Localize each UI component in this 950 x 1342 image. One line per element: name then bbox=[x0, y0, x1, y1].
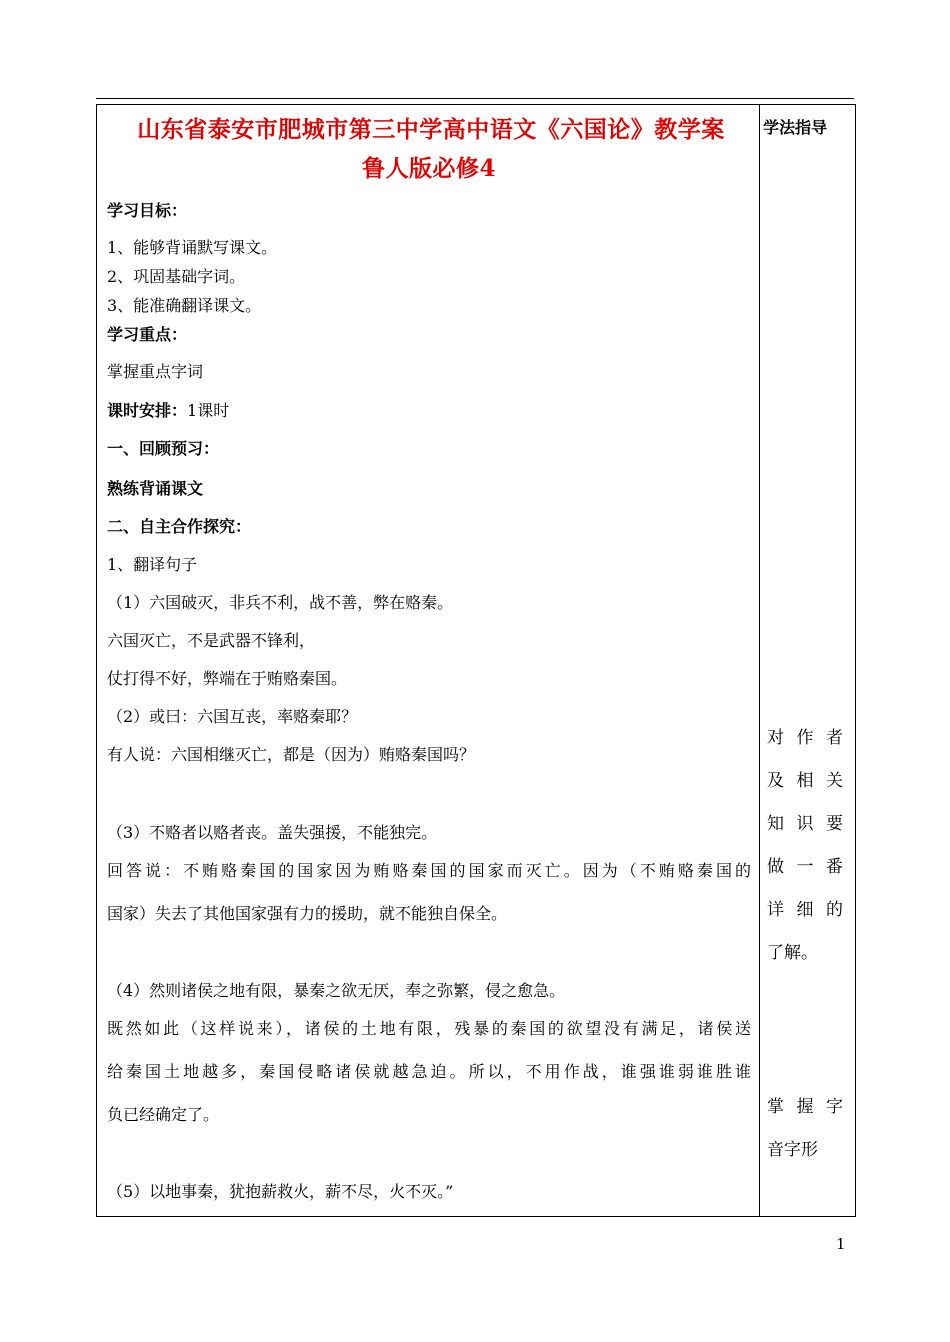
schedule-label: 课时安排： bbox=[107, 401, 188, 420]
side-note-line: 做一番 bbox=[767, 857, 843, 877]
sentence-original: （2）或曰：六国互丧，率赂秦耶？ bbox=[107, 707, 358, 726]
side-header: 学法指导 bbox=[763, 118, 828, 137]
sentence-original: （5）以地事秦，犹抱薪救火，薪不尽，火不灭。” bbox=[107, 1182, 454, 1201]
document-subtitle: 鲁人版必修4 bbox=[361, 155, 496, 182]
task-heading: 1、翻译句子 bbox=[107, 555, 198, 574]
side-note-line: 详细的 bbox=[767, 900, 843, 920]
sentence-translation: 回答说：不贿赂秦国的国家因为贿赂秦国的国家而灭亡。因为（不贿赂秦国的 bbox=[107, 861, 751, 880]
side-note-author bbox=[767, 717, 843, 975]
sentence-original: （4）然则诸侯之地有限，暴秦之欲无厌，奉之弥繁，侵之愈急。 bbox=[107, 981, 566, 1000]
side-note-pronunciation bbox=[767, 1086, 843, 1172]
schedule-value: 1课时 bbox=[187, 401, 230, 420]
section1-heading: 一、回顾预习： bbox=[107, 439, 220, 458]
goal-item: 3、能准确翻译课文。 bbox=[107, 296, 262, 315]
sentence-translation: 负已经确定了。 bbox=[107, 1105, 220, 1124]
key-points-heading: 学习重点： bbox=[107, 325, 188, 344]
sentence-translation: 既然如此（这样说来），诸侯的土地有限，残暴的秦国的欲望没有满足，诸侯送 bbox=[107, 1019, 751, 1038]
sentence-translation: 给秦国土地越多，秦国侵略诸侯就越急迫。所以，不用作战，谁强谁弱谁胜谁 bbox=[107, 1062, 751, 1081]
sentence-translation: 国家）失去了其他国家强有力的援助，就不能独自保全。 bbox=[107, 904, 508, 923]
sentence-original: （1）六国破灭，非兵不利，战不善，弊在赂秦。 bbox=[107, 593, 454, 612]
sentence-translation: 有人说：六国相继灭亡，都是（因为）贿赂秦国吗？ bbox=[107, 745, 476, 764]
schedule-line bbox=[107, 399, 229, 423]
learning-goals-heading: 学习目标： bbox=[107, 201, 188, 220]
document-title: 山东省泰安市肥城市第三中学高中语文《六国论》教学案 bbox=[137, 116, 725, 143]
goal-item: 1、能够背诵默写课文。 bbox=[107, 238, 278, 257]
side-note-line: 知识要 bbox=[767, 814, 843, 834]
side-note-line: 了解。 bbox=[767, 943, 818, 963]
column-divider bbox=[759, 105, 760, 1216]
section1-content: 熟练背诵课文 bbox=[107, 479, 204, 498]
side-note-line: 对作者 bbox=[767, 728, 843, 748]
sentence-translation: 仗打得不好，弊端在于贿赂秦国。 bbox=[107, 669, 348, 688]
side-note-line: 及相关 bbox=[767, 771, 843, 791]
side-note-line: 音字形 bbox=[767, 1140, 818, 1160]
page-number: 1 bbox=[836, 1235, 846, 1253]
lesson-table bbox=[96, 104, 856, 1217]
side-note-line: 掌握字 bbox=[767, 1097, 843, 1117]
header-rule bbox=[96, 98, 854, 99]
goal-item: 2、巩固基础字词。 bbox=[107, 267, 246, 286]
section2-heading: 二、自主合作探究： bbox=[107, 517, 252, 536]
key-points-text: 掌握重点字词 bbox=[107, 362, 204, 381]
sentence-translation: 六国灭亡，不是武器不锋利， bbox=[107, 631, 316, 650]
sentence-original: （3）不赂者以赂者丧。盖失强援，不能独完。 bbox=[107, 823, 438, 842]
